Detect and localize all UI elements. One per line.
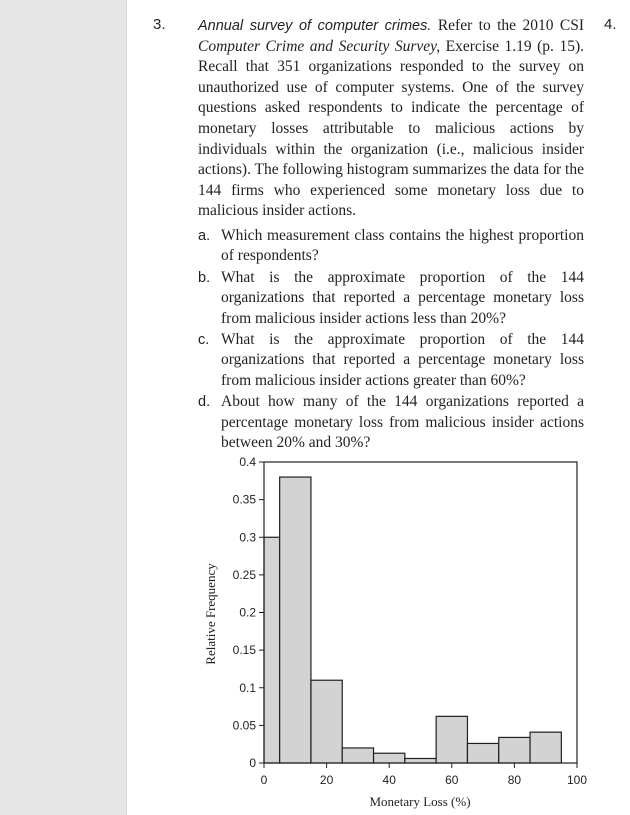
y-tick-label: 0.05 (232, 718, 256, 733)
histogram-chart (196, 448, 596, 815)
x-tick-label: 20 (319, 773, 334, 787)
question-a (198, 226, 584, 267)
histogram-bar (374, 753, 405, 763)
question-d (198, 392, 584, 453)
y-tick-label: 0.4 (239, 455, 256, 469)
x-tick-label: 80 (507, 773, 522, 787)
y-tick-label: 0.2 (239, 605, 256, 620)
problem-intro (198, 16, 584, 222)
reference-post: Exercise 1.19 (p. 15). Recall that 351 organizations responded to the survey on unauthorized use of computer systems. One of the survey questions asked respondents to indicate the percentage of monetary losses attributable to malicious actions by individuals within the organization (i.e., malicious insider actions). The following histogram summarizes the data for the 144 firms who experienced some monetary loss due to malicious insider actions. (198, 37, 584, 220)
histogram-bar (264, 537, 280, 763)
y-axis-label: Relative Frequency (203, 563, 218, 665)
question-letter: c. (198, 332, 210, 349)
left-gutter (0, 0, 127, 815)
histogram-bar (280, 477, 311, 763)
histogram-bar (436, 716, 467, 763)
reference-pre: Refer to the 2010 CSI (437, 17, 584, 34)
y-tick-label: 0.1 (239, 680, 256, 695)
x-tick-label: 60 (445, 773, 459, 787)
x-tick-label: 0 (260, 773, 268, 787)
x-tick-label: 100 (566, 773, 588, 787)
y-tick-label: 0 (249, 756, 256, 770)
problem-lead: Annual survey of computer crimes. (198, 18, 432, 34)
question-b (198, 268, 584, 329)
question-text: About how many of the 144 organizations reported a percentage monetary loss from malicious insider actions between 20% and 30%? (221, 393, 584, 452)
problem-number: 3. (153, 16, 166, 33)
next-problem-number: 4. (604, 16, 617, 33)
y-tick-label: 0.35 (232, 492, 256, 507)
x-tick-label: 40 (382, 773, 396, 787)
y-tick-label: 0.15 (232, 643, 256, 658)
question-c (198, 330, 584, 391)
survey-name: Computer Crime and Security Survey, (198, 37, 441, 55)
question-list (198, 226, 584, 454)
question-letter: a. (198, 228, 211, 244)
y-tick-label: 0.25 (232, 567, 256, 582)
x-axis-label: Monetary Loss (%) (369, 794, 471, 809)
question-text: What is the approximate proportion of the 144 organizations that reported a percentage monetary loss from malicious insider actions greater than 60%? (221, 331, 584, 389)
histogram-bar (311, 680, 342, 763)
histogram-bar (499, 737, 530, 763)
question-letter: d. (198, 394, 211, 411)
y-tick-label: 0.3 (239, 530, 256, 545)
histogram-bar (342, 748, 373, 763)
question-text: Which measurement class contains the highest proportion of respondents? (221, 227, 584, 265)
histogram-bar (467, 743, 498, 763)
histogram-bar (405, 758, 436, 763)
question-text: What is the approximate proportion of the 144 organizations that reported a percentage monetary loss from malicious insider actions less than 20%? (221, 268, 584, 327)
histogram-bar (530, 732, 561, 763)
question-letter: b. (198, 269, 211, 286)
